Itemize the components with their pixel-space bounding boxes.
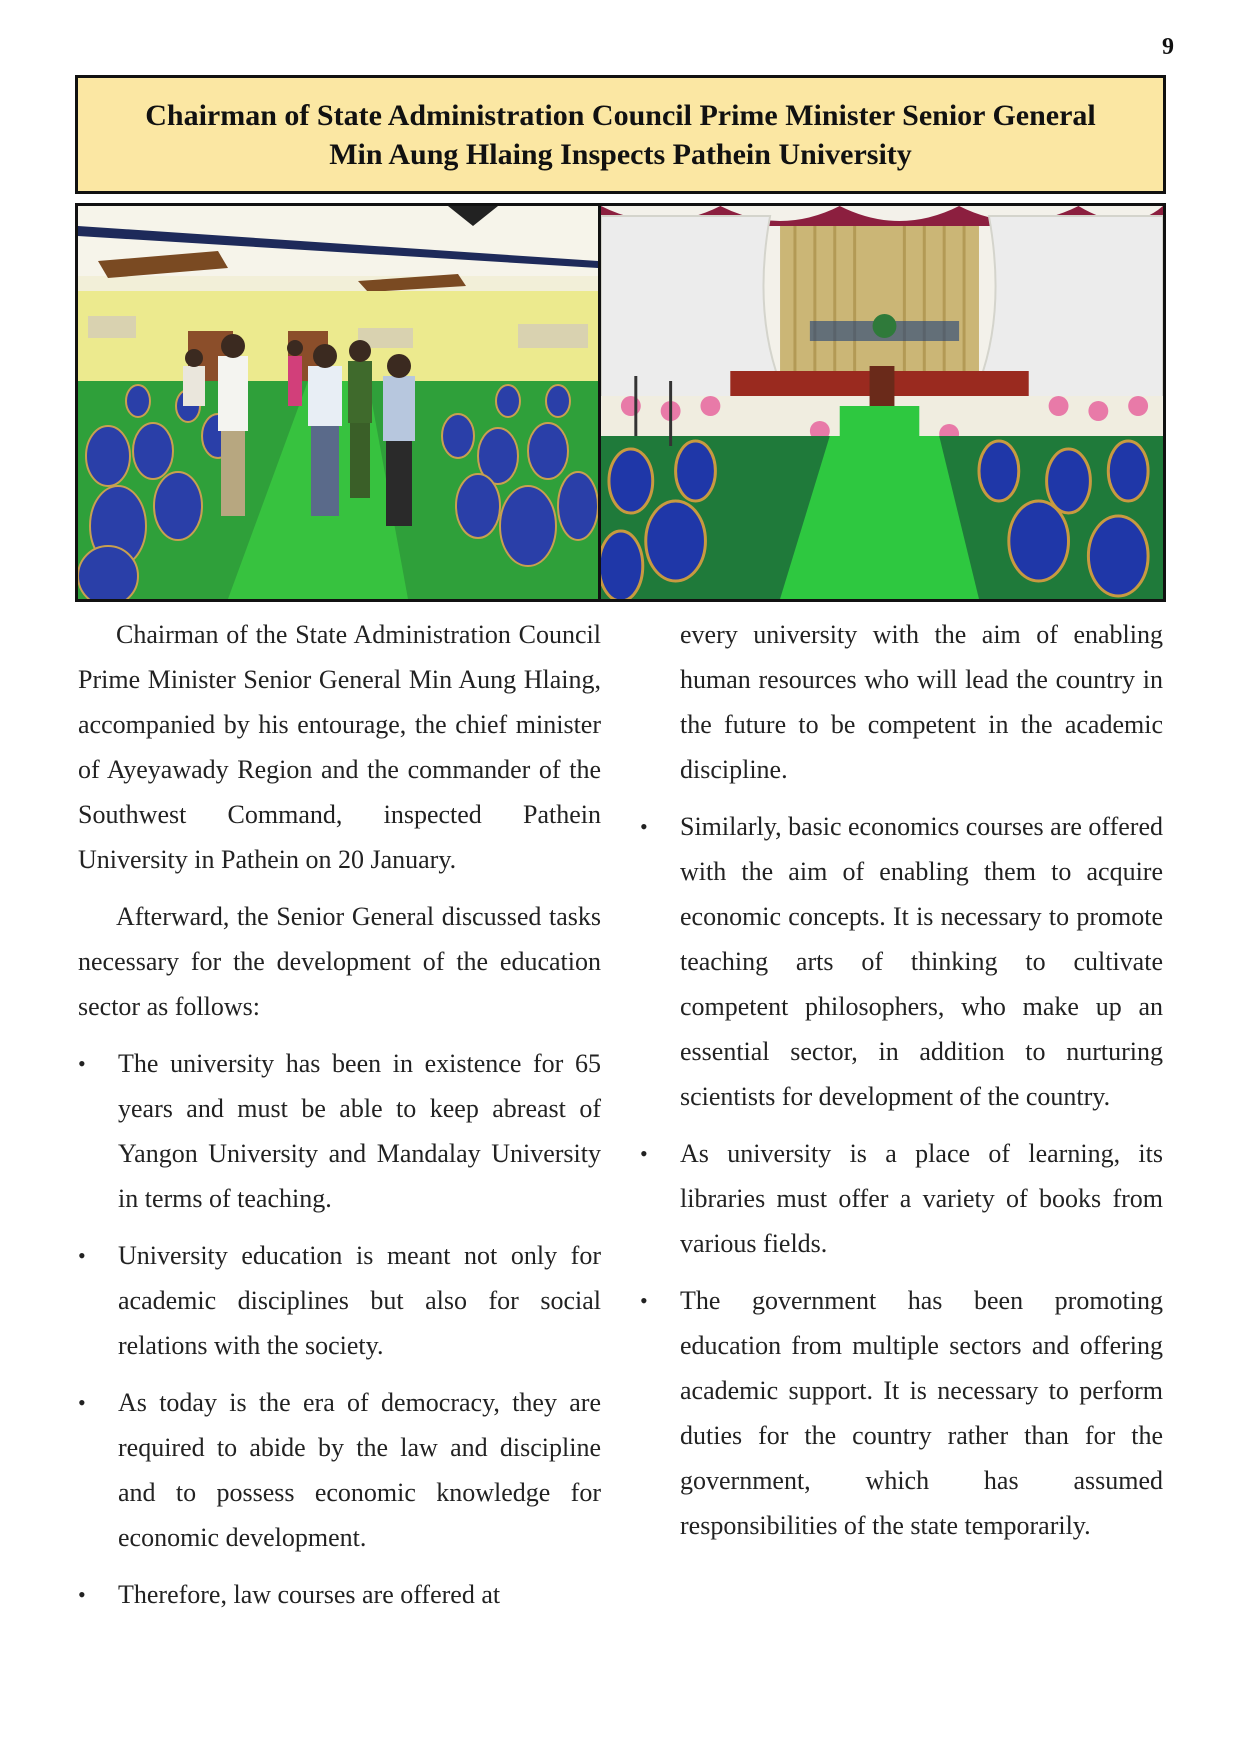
list-item: • The university has been in existence for 65 years and must be able to keep abreast of Yangon University and Mandalay University in terms of teaching. — [78, 1041, 601, 1221]
article-body — [78, 612, 1163, 1672]
photo-strip — [75, 203, 1166, 602]
left-column — [78, 612, 601, 1672]
list-item: • As university is a place of learning, its libraries must offer a variety of books from various fields. — [640, 1131, 1163, 1266]
photo-inspection-hall — [78, 206, 601, 599]
bullet-list — [640, 612, 1163, 1548]
article-title: Chairman of State Administration Council Prime Minister Senior General Min Aung Hlaing Inspects Pathein University — [145, 98, 1096, 171]
right-column — [640, 612, 1163, 1672]
paragraph: Chairman of the State Administration Council Prime Minister Senior General Min Aung Hlaing, accompanied by his entourage, the chief minister of Ayeyawady Region and the commander of the Southwest Command, inspected Pathein University in Pathein on 20 January. — [78, 620, 601, 874]
list-item-continuation: every university with the aim of enabling human resources who will lead the country in the future to be competent in the academic discipline. — [680, 620, 1163, 784]
list-item: • Similarly, basic economics courses are offered with the aim of enabling them to acquire economic concepts. It is necessary to promote teaching arts of thinking to cultivate competent philosophers, who make up an essential sector, in addition to nurturing scientists for development of the country. — [640, 804, 1163, 1119]
paragraph: Afterward, the Senior General discussed tasks necessary for the development of the education sector as follows: — [78, 902, 601, 1021]
page-number: 9 — [1162, 34, 1174, 60]
bullet-list — [78, 1041, 601, 1617]
list-item: • Therefore, law courses are offered at — [78, 1572, 601, 1617]
list-item: • As today is the era of democracy, they are required to abide by the law and discipline and to possess economic knowledge for economic development. — [78, 1380, 601, 1560]
photo-convocation-stage — [601, 206, 1163, 599]
list-item: • The government has been promoting education from multiple sectors and offering academic support. It is necessary to perform duties for the country rather than for the government, which has assumed responsibilities of the state temporarily. — [640, 1278, 1163, 1548]
list-item: • University education is meant not only for academic disciplines but also for social relations with the society. — [78, 1233, 601, 1368]
article-title-box — [75, 75, 1166, 194]
